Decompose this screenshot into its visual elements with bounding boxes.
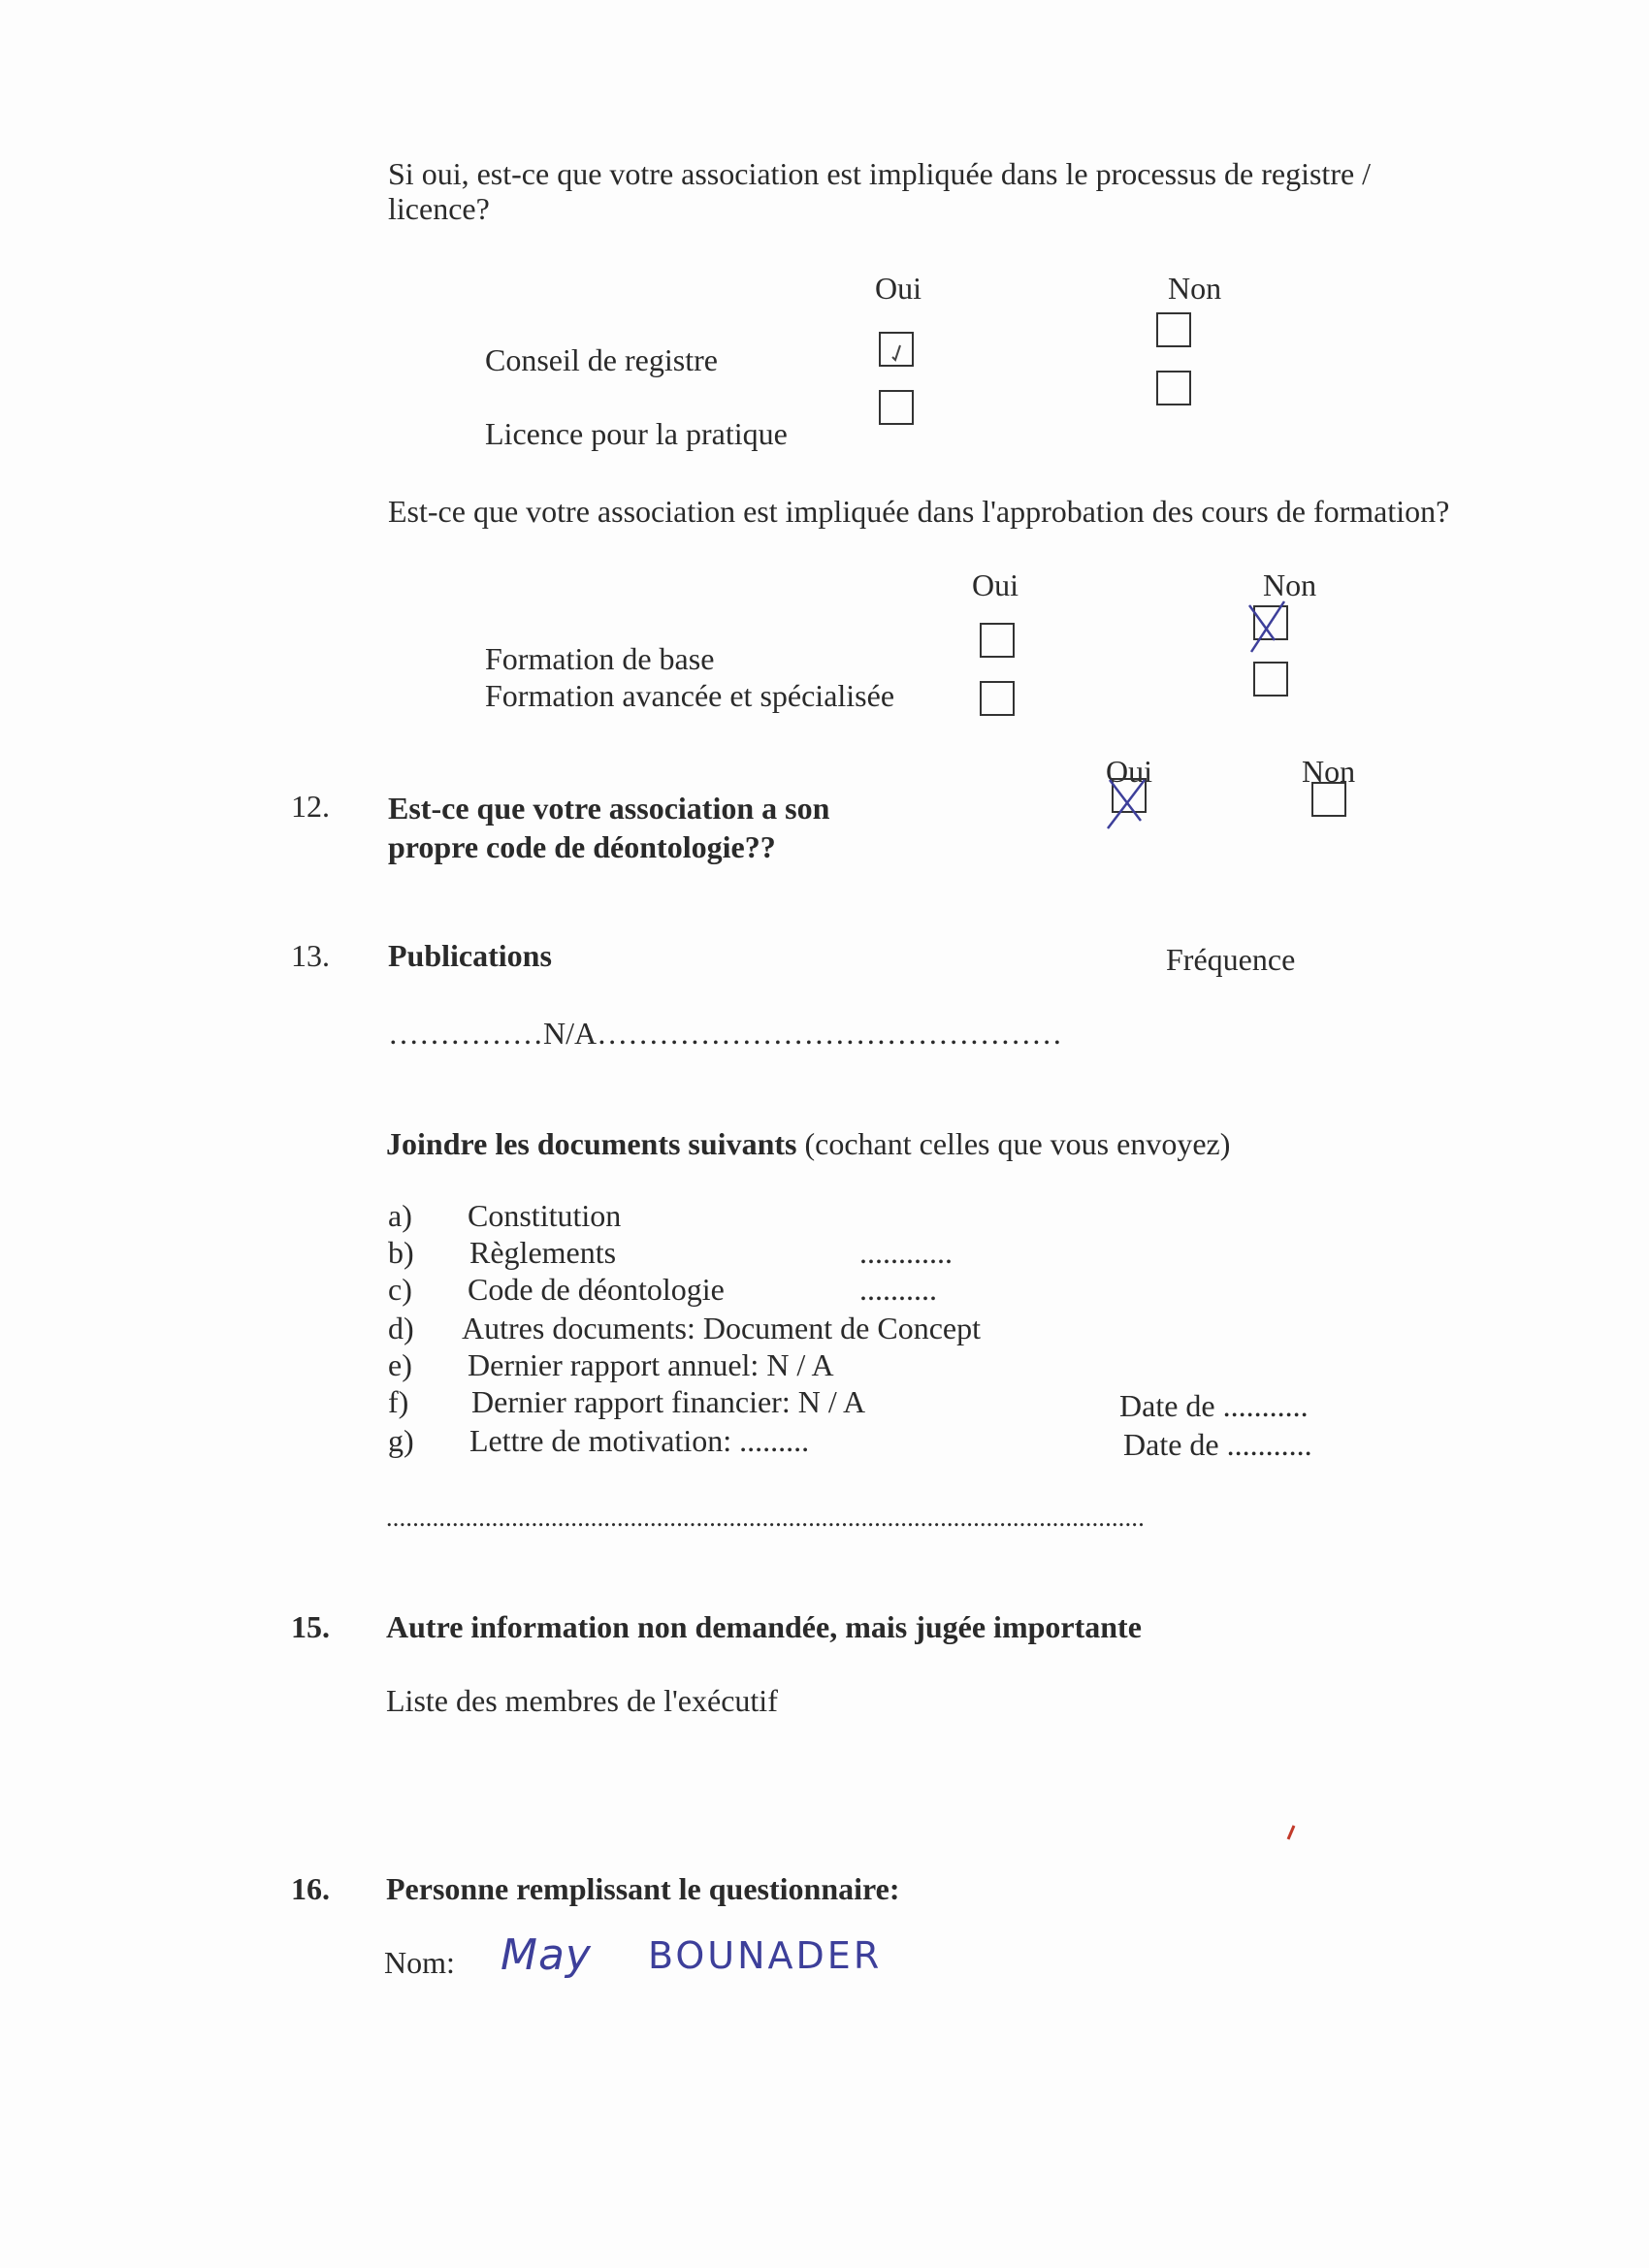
doc-b-label: Règlements — [469, 1235, 617, 1270]
q12-col-oui: Oui — [1106, 754, 1152, 789]
doc-c-letter: c) — [388, 1272, 412, 1307]
documents-dotted-line: ................................................................................................................... — [386, 1504, 1145, 1532]
doc-c-label: Code de déontologie — [468, 1272, 725, 1307]
documents-heading: Joindre les documents suivants (cochant celles que vous envoyez) — [386, 1126, 1231, 1161]
conseil-registre-oui-checkbox[interactable] — [879, 332, 914, 367]
q12-question-line2: propre code de déontologie?? — [388, 829, 776, 864]
q11c-question: Est-ce que votre association est impliquée dans l'approbation des cours de formation? — [388, 494, 1450, 529]
formation-avancee-oui-checkbox[interactable] — [980, 681, 1015, 716]
q11c-col-oui: Oui — [972, 567, 1018, 602]
q12-number: 12. — [291, 789, 330, 824]
doc-a-label: Constitution — [468, 1198, 622, 1233]
q11b-question-line1: Si oui, est-ce que votre association est impliquée dans le processus de registre / — [388, 156, 1372, 191]
q15-title: Autre information non demandée, mais jugée importante — [386, 1609, 1142, 1644]
doc-e-label: Dernier rapport annuel: N / A — [468, 1347, 834, 1382]
tick-mark-icon — [879, 332, 914, 367]
q13-answer: ……………N/A……………………………………… — [388, 1016, 1063, 1051]
q16-number: 16. — [291, 1871, 330, 1906]
row-formation-avancee-label: Formation avancée et spécialisée — [485, 678, 895, 713]
q12-col-non: Non — [1302, 754, 1356, 789]
row-licence-pratique-label: Licence pour la pratique — [485, 416, 788, 451]
conseil-registre-non-checkbox[interactable] — [1156, 312, 1191, 347]
formation-base-oui-checkbox[interactable] — [980, 623, 1015, 658]
doc-f-date: Date de ........... — [1119, 1388, 1309, 1423]
cross-mark-icon — [1104, 774, 1162, 832]
formation-avancee-non-checkbox[interactable] — [1253, 662, 1288, 697]
doc-g-label: Lettre de motivation: ......... — [469, 1423, 810, 1458]
nom-last-handwritten: BOUNADER — [648, 1934, 883, 1977]
doc-g-letter: g) — [388, 1423, 414, 1458]
q15-number: 15. — [291, 1609, 330, 1644]
doc-f-label: Dernier rapport financier: N / A — [471, 1384, 866, 1419]
doc-d-label: Autres documents: Document de Concept — [462, 1311, 981, 1345]
q11b-question-line2: licence? — [388, 191, 490, 226]
formation-base-non-checkbox[interactable] — [1253, 605, 1288, 640]
doc-b-fill: ............ — [859, 1235, 953, 1270]
cross-mark-icon — [1245, 601, 1294, 660]
nom-label: Nom: — [384, 1945, 455, 1980]
q11c-col-non: Non — [1263, 567, 1317, 602]
pen-mark-icon — [1282, 1824, 1302, 1843]
q15-answer: Liste des membres de l'exécutif — [386, 1683, 778, 1718]
q13-number: 13. — [291, 938, 330, 973]
q11b-col-non: Non — [1168, 271, 1222, 306]
q12-non-checkbox[interactable] — [1311, 782, 1346, 817]
q13-title: Publications — [388, 938, 552, 973]
doc-d-letter: d) — [388, 1311, 414, 1345]
nom-first-handwritten: May — [501, 1930, 592, 1980]
row-conseil-de-registre-label: Conseil de registre — [485, 342, 718, 377]
licence-pratique-oui-checkbox[interactable] — [879, 390, 914, 425]
q13-freq-label: Fréquence — [1166, 942, 1296, 977]
doc-a-letter: a) — [388, 1198, 412, 1233]
licence-pratique-non-checkbox[interactable] — [1156, 371, 1191, 405]
doc-g-date: Date de ........... — [1123, 1427, 1312, 1462]
q12-question-line1: Est-ce que votre association a son — [388, 791, 830, 826]
row-formation-base-label: Formation de base — [485, 641, 715, 676]
q11b-col-oui: Oui — [875, 271, 922, 306]
q12-oui-checkbox[interactable] — [1112, 778, 1147, 813]
doc-e-letter: e) — [388, 1347, 412, 1382]
doc-c-fill: .......... — [859, 1272, 937, 1307]
q16-title: Personne remplissant le questionnaire: — [386, 1871, 900, 1906]
doc-b-letter: b) — [388, 1235, 414, 1270]
doc-f-letter: f) — [388, 1384, 409, 1419]
